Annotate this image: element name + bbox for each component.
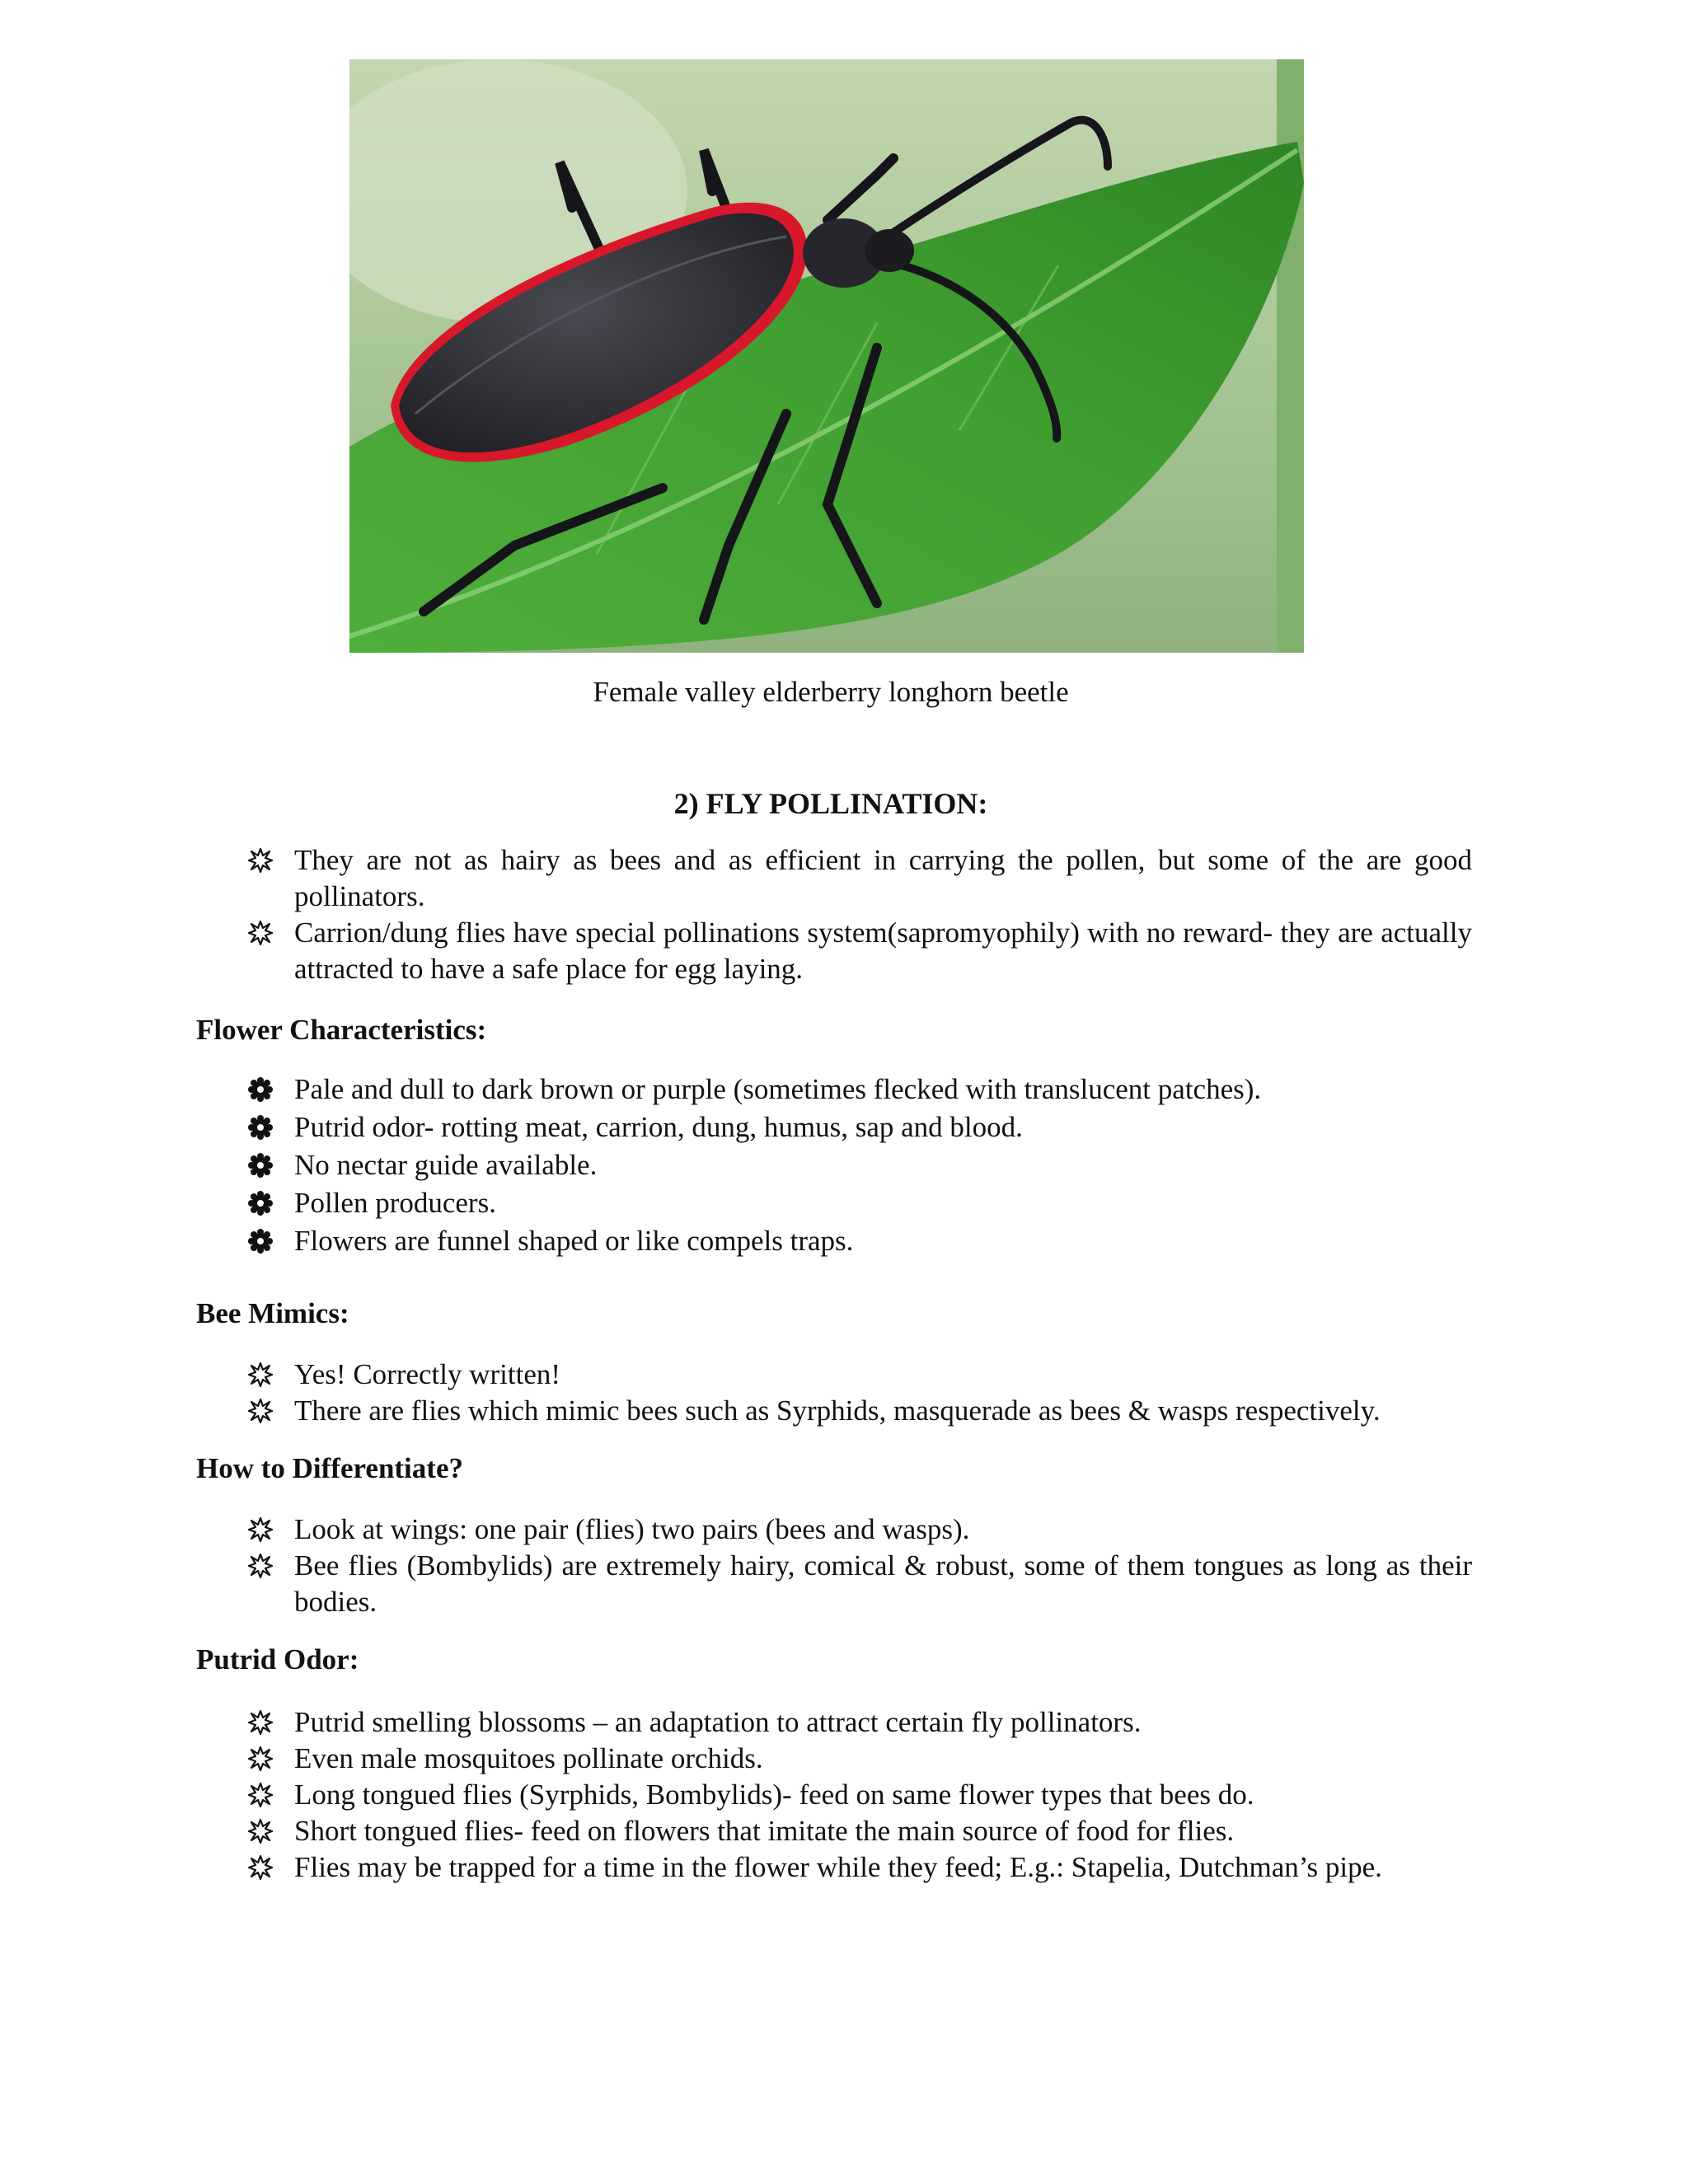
beetle-head bbox=[865, 229, 914, 272]
list-item: Flowers are funnel shaped or like compels traps. bbox=[247, 1223, 1472, 1259]
list-item: Putrid smelling blossoms – an adaptation to attract certain fly pollinators. bbox=[247, 1704, 1472, 1741]
sun-outline-icon bbox=[247, 1813, 274, 1849]
sun-outline-icon bbox=[247, 1741, 274, 1777]
list-item: Bee flies (Bombylids) are extremely hairy, comical & robust, some of them tongues as long as their bodies. bbox=[247, 1548, 1472, 1620]
flower-characteristics-list bbox=[247, 1071, 1472, 1259]
list-item: There are flies which mimic bees such as Syrphids, masquerade as bees & wasps respectively. bbox=[247, 1393, 1472, 1429]
list-item: They are not as hairy as bees and as efficient in carrying the pollen, but some of the are good pollinators. bbox=[247, 842, 1472, 915]
flower-filled-icon bbox=[247, 1109, 274, 1146]
flower-filled-icon bbox=[247, 1223, 274, 1259]
figure-caption: Female valley elderberry longhorn beetle bbox=[593, 676, 1069, 708]
list-item: Flies may be trapped for a time in the flower while they feed; E.g.: Stapelia, Dutchman’s pipe. bbox=[247, 1849, 1472, 1886]
list-item: Pollen producers. bbox=[247, 1185, 1472, 1221]
sun-outline-icon bbox=[247, 1511, 274, 1548]
bee-mimics-heading: Bee Mimics: bbox=[196, 1297, 349, 1329]
flower-filled-icon bbox=[247, 1147, 274, 1183]
sun-outline-icon bbox=[247, 1393, 274, 1429]
list-item: Look at wings: one pair (flies) two pairs (bees and wasps). bbox=[247, 1511, 1472, 1548]
flower-characteristics-heading: Flower Characteristics: bbox=[196, 1014, 487, 1046]
sun-outline-icon bbox=[247, 842, 274, 879]
sun-outline-icon bbox=[247, 1777, 274, 1813]
list-item: Even male mosquitoes pollinate orchids. bbox=[247, 1741, 1472, 1777]
list-item: Carrion/dung flies have special pollinations system(sapromyophily) with no reward- they are actually attracted to have a safe place for egg laying. bbox=[247, 915, 1472, 987]
bee-mimics-list bbox=[247, 1357, 1472, 1429]
flower-filled-icon bbox=[247, 1185, 274, 1221]
sun-outline-icon bbox=[247, 1548, 274, 1584]
list-item: Putrid odor- rotting meat, carrion, dung, humus, sap and blood. bbox=[247, 1109, 1472, 1146]
sun-outline-icon bbox=[247, 1357, 274, 1393]
flower-filled-icon bbox=[247, 1071, 274, 1108]
sun-outline-icon bbox=[247, 1849, 274, 1886]
sun-outline-icon bbox=[247, 1704, 274, 1741]
list-item: Short tongued flies- feed on flowers that imitate the main source of food for flies. bbox=[247, 1813, 1472, 1849]
putrid-odor-list bbox=[247, 1704, 1472, 1886]
section-title: 2) FLY POLLINATION: bbox=[673, 787, 988, 820]
list-item: Pale and dull to dark brown or purple (sometimes flecked with translucent patches). bbox=[247, 1071, 1472, 1108]
list-item: No nectar guide available. bbox=[247, 1147, 1472, 1183]
list-item: Long tongued flies (Syrphids, Bombylids)- feed on same flower types that bees do. bbox=[247, 1777, 1472, 1813]
beetle-photo bbox=[349, 59, 1304, 653]
differentiate-list bbox=[247, 1511, 1472, 1620]
putrid-odor-heading: Putrid Odor: bbox=[196, 1643, 359, 1675]
list-item: Yes! Correctly written! bbox=[247, 1357, 1472, 1393]
differentiate-heading: How to Differentiate? bbox=[196, 1452, 463, 1484]
sun-outline-icon bbox=[247, 915, 274, 951]
intro-list bbox=[247, 842, 1472, 987]
